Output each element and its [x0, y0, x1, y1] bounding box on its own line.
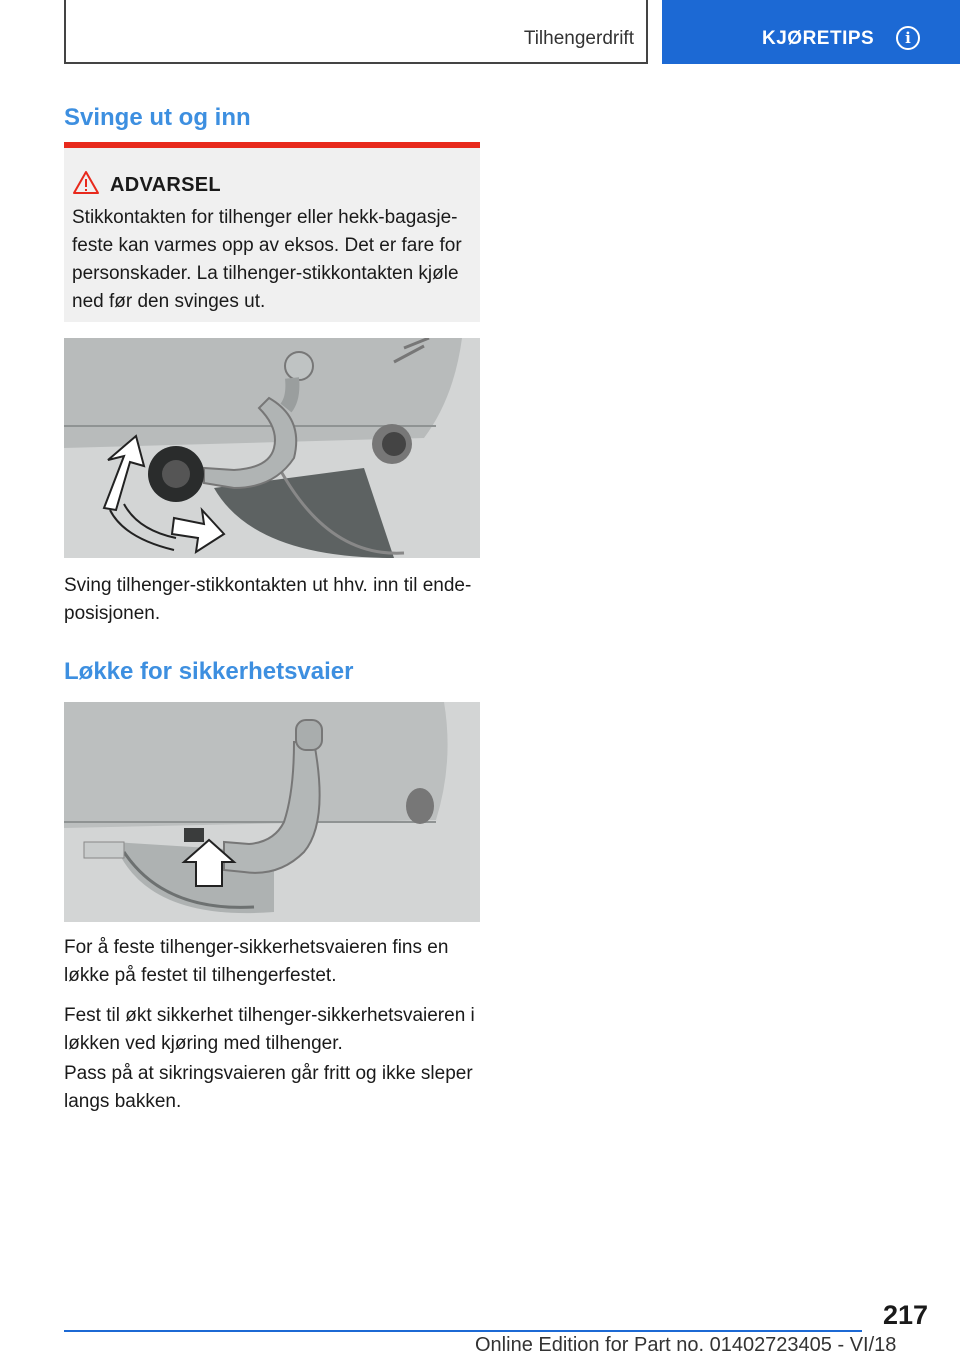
page-number: 217	[882, 1300, 928, 1330]
socket-swing-illustration	[64, 338, 480, 558]
section-title-safety-loop: Løkke for sikkerhetsvaier	[64, 658, 354, 685]
section-title-swing: Svinge ut og inn	[64, 104, 251, 131]
info-icon[interactable]: i	[896, 26, 920, 50]
header-chapter-title: KJØRETIPS	[762, 28, 875, 49]
warning-box	[64, 142, 480, 322]
warning-text: Stikkontakten for tilhenger eller hekk-bagasje-feste kan varmes opp av eksos. Det er fare for personskader. La tilhenger-stikkontakten kjøle ned før den svinges ut.	[72, 207, 462, 312]
warning-triangle-icon	[72, 170, 100, 196]
safety-loop-paragraph-1: For å feste tilhenger-sikkerhetsvaieren fins en løkke på festet til tilhengerfestet.	[64, 937, 449, 986]
header-section-title: Tilhengerdrift	[523, 28, 634, 49]
footer-edition-text: Online Edition for Part no. 01402723405 - VI/18	[475, 1334, 897, 1356]
safety-loop-illustration	[64, 702, 480, 922]
footer-divider	[64, 1330, 862, 1332]
header-chapter-tab[interactable]	[662, 0, 960, 64]
swing-caption: Sving tilhenger-stikkontakten ut hhv. inn til ende-posisjonen.	[64, 575, 472, 624]
safety-loop-paragraph-2: Fest til økt sikkerhet tilhenger-sikkerhetsvaieren i løkken ved kjøring med tilhenger.	[64, 1005, 475, 1054]
safety-loop-paragraph-3: Pass på at sikringsvaieren går fritt og ikke sleper langs bakken.	[64, 1063, 473, 1112]
warning-label: ADVARSEL	[110, 174, 221, 196]
header-section-tab	[64, 0, 648, 64]
